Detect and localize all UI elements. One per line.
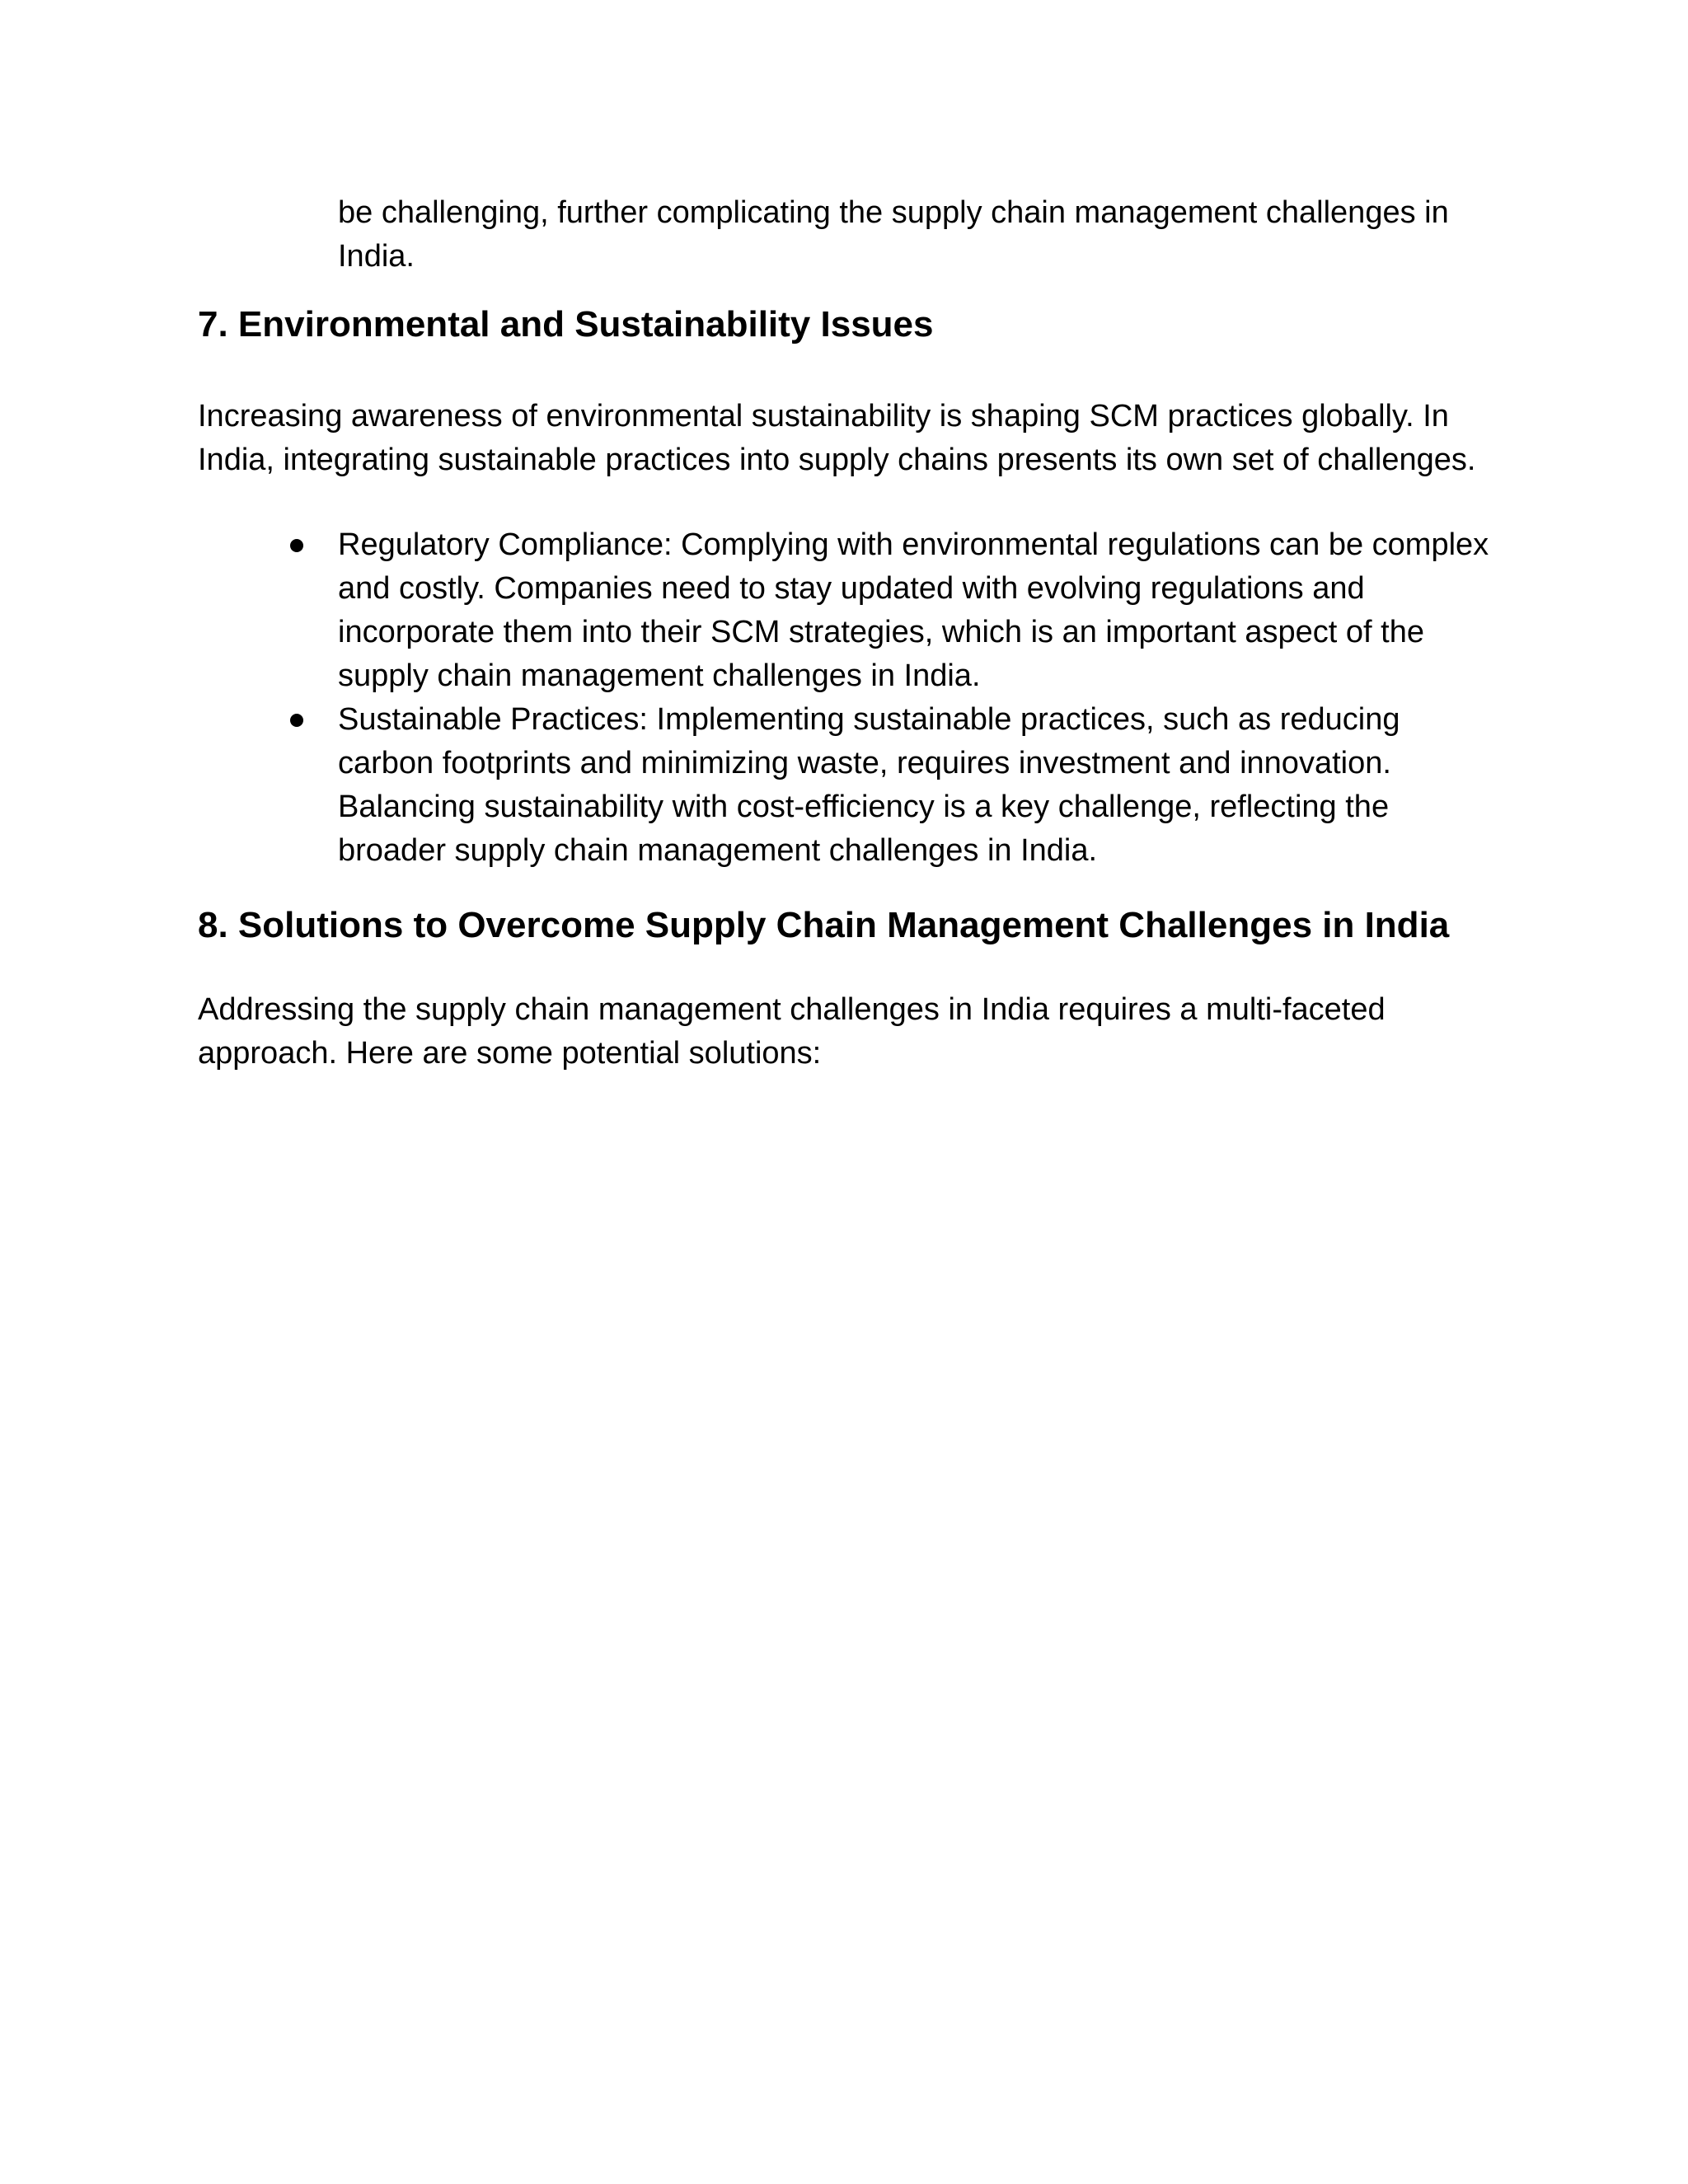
bullet-dot-icon [290, 714, 303, 727]
bullet-regulatory-compliance [198, 523, 1500, 698]
continued-bullet-text: be challenging, further complicating the supply chain management challenges in India. [338, 195, 1449, 274]
section-7-heading: 7. Environmental and Sustainability Issues [198, 304, 934, 344]
bullet-text: Sustainable Practices: Implementing sustainable practices, such as reducing carbon footprints and minimizing waste, requires investment and innovation. Balancing sustainability with cost-efficiency is a key challenge, reflecting the broader supply chain management challenges in India. [338, 702, 1400, 868]
section-7-bullet-list [198, 523, 1500, 873]
bullet-text: Regulatory Compliance: Complying with environmental regulations can be complex and costly. Companies need to stay updated with evolving regulations and incorporate them into their SCM strategies, which is an important aspect of the supply chain management challenges in India. [338, 527, 1489, 693]
section-8-heading: 8. Solutions to Overcome Supply Chain Management Challenges in India [198, 905, 1450, 945]
section-8-intro: Addressing the supply chain management challenges in India requires a multi-faceted approach. Here are some potential solutions: [198, 992, 1386, 1071]
document-content [198, 191, 1500, 1076]
bullet-sustainable-practices [198, 698, 1500, 873]
section-7-intro: Increasing awareness of environmental sustainability is shaping SCM practices globally. In India, integrating sustainable practices into supply chains presents its own set of challenges. [198, 399, 1476, 477]
bullet-dot-icon [290, 539, 303, 552]
